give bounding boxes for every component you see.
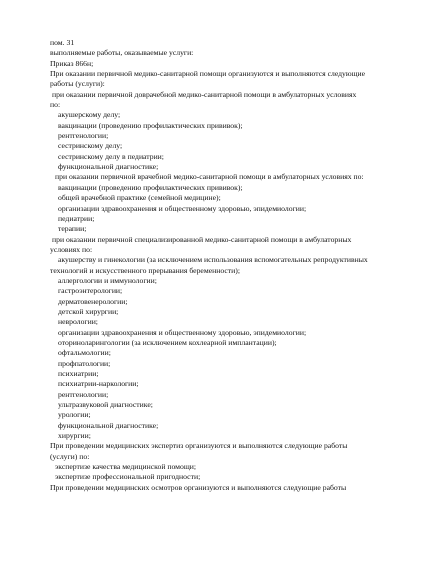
document-line: гастроэнтерологии; bbox=[58, 286, 123, 296]
document-line: организации здравоохранения и общественному здоровью, эпидемиологии; bbox=[58, 327, 307, 337]
document-line: психиатрии; bbox=[58, 369, 99, 378]
document-line: при оказании первичной специализированной медико-санитарной помощи в амбулаторных bbox=[52, 234, 352, 244]
document-line: функциональной диагностике; bbox=[58, 420, 159, 430]
document-line: педиатрии; bbox=[58, 213, 95, 223]
document-line: ультразвуковой диагностике; bbox=[58, 400, 153, 410]
document-line: психиатрии-наркологии; bbox=[58, 379, 139, 389]
document-line: профпатологии; bbox=[58, 358, 111, 368]
document-line: оториноларингологии (за исключением кохлеарной имплантации); bbox=[58, 337, 277, 347]
document-body bbox=[50, 38, 422, 493]
document-line: экспертизе качества медицинской помощи; bbox=[55, 462, 197, 472]
document-line: детской хирургии; bbox=[58, 306, 119, 316]
document-line: (услуги) по: bbox=[50, 451, 90, 461]
document-line: при оказании первичной врачебной медико-санитарной помощи в амбулаторных условиях по: bbox=[55, 172, 364, 182]
document-line: рентгенологии; bbox=[58, 131, 109, 141]
document-line: При проведении медицинских экспертиз организуются и выполняются следующие работы bbox=[50, 441, 348, 451]
document-line: Приказ 866н; bbox=[50, 58, 94, 68]
document-line: вакцинации (проведению профилактических прививок); bbox=[58, 182, 243, 192]
document-line: технологий и искусственного прерывания беременности); bbox=[50, 265, 240, 275]
document-line: выполняемые работы, оказываемые услуги: bbox=[50, 48, 194, 58]
document-line: офтальмологии; bbox=[58, 348, 111, 358]
document-line: урологии; bbox=[58, 410, 91, 420]
document-line: при оказании первичной доврачебной медико-санитарной помощи в амбулаторных условиях bbox=[52, 89, 357, 99]
document-line: акушерству и гинекологии (за исключением использования вспомогательных репродуктивных bbox=[58, 255, 368, 265]
document-line: пом. 31 bbox=[50, 38, 75, 47]
document-line: условиях по: bbox=[50, 244, 93, 254]
document-line: сестринскому делу; bbox=[58, 141, 123, 151]
document-line: терапии; bbox=[58, 224, 87, 234]
document-line: по: bbox=[50, 100, 61, 110]
document-line: аллергологии и иммунологии; bbox=[58, 275, 157, 285]
document-line: общей врачебной практике (семейной медицине); bbox=[58, 193, 221, 203]
document-line: функциональной диагностике; bbox=[58, 162, 159, 172]
document-line: хирургии; bbox=[58, 431, 91, 441]
document-line: работы (услуги): bbox=[50, 79, 105, 89]
document-line: рентгенологии; bbox=[58, 389, 109, 399]
document-line: вакцинации (проведению профилактических прививок); bbox=[58, 120, 243, 130]
document-line: организации здравоохранения и общественному здоровью, эпидемиологии; bbox=[58, 203, 307, 213]
document-line: сестринскому делу в педиатрии; bbox=[58, 151, 164, 161]
document-line: акушерскому делу; bbox=[58, 110, 121, 120]
document-line: При проведении медицинских осмотров организуются и выполняются следующие работы bbox=[50, 482, 347, 492]
document-line: дерматовенерологии; bbox=[58, 296, 128, 306]
document-line: экспертизе профессиональной пригодности; bbox=[55, 472, 201, 482]
document-line: неврологии; bbox=[58, 317, 98, 327]
document-line: При оказании первичной медико-санитарной помощи организуются и выполняются следующие bbox=[50, 69, 366, 79]
